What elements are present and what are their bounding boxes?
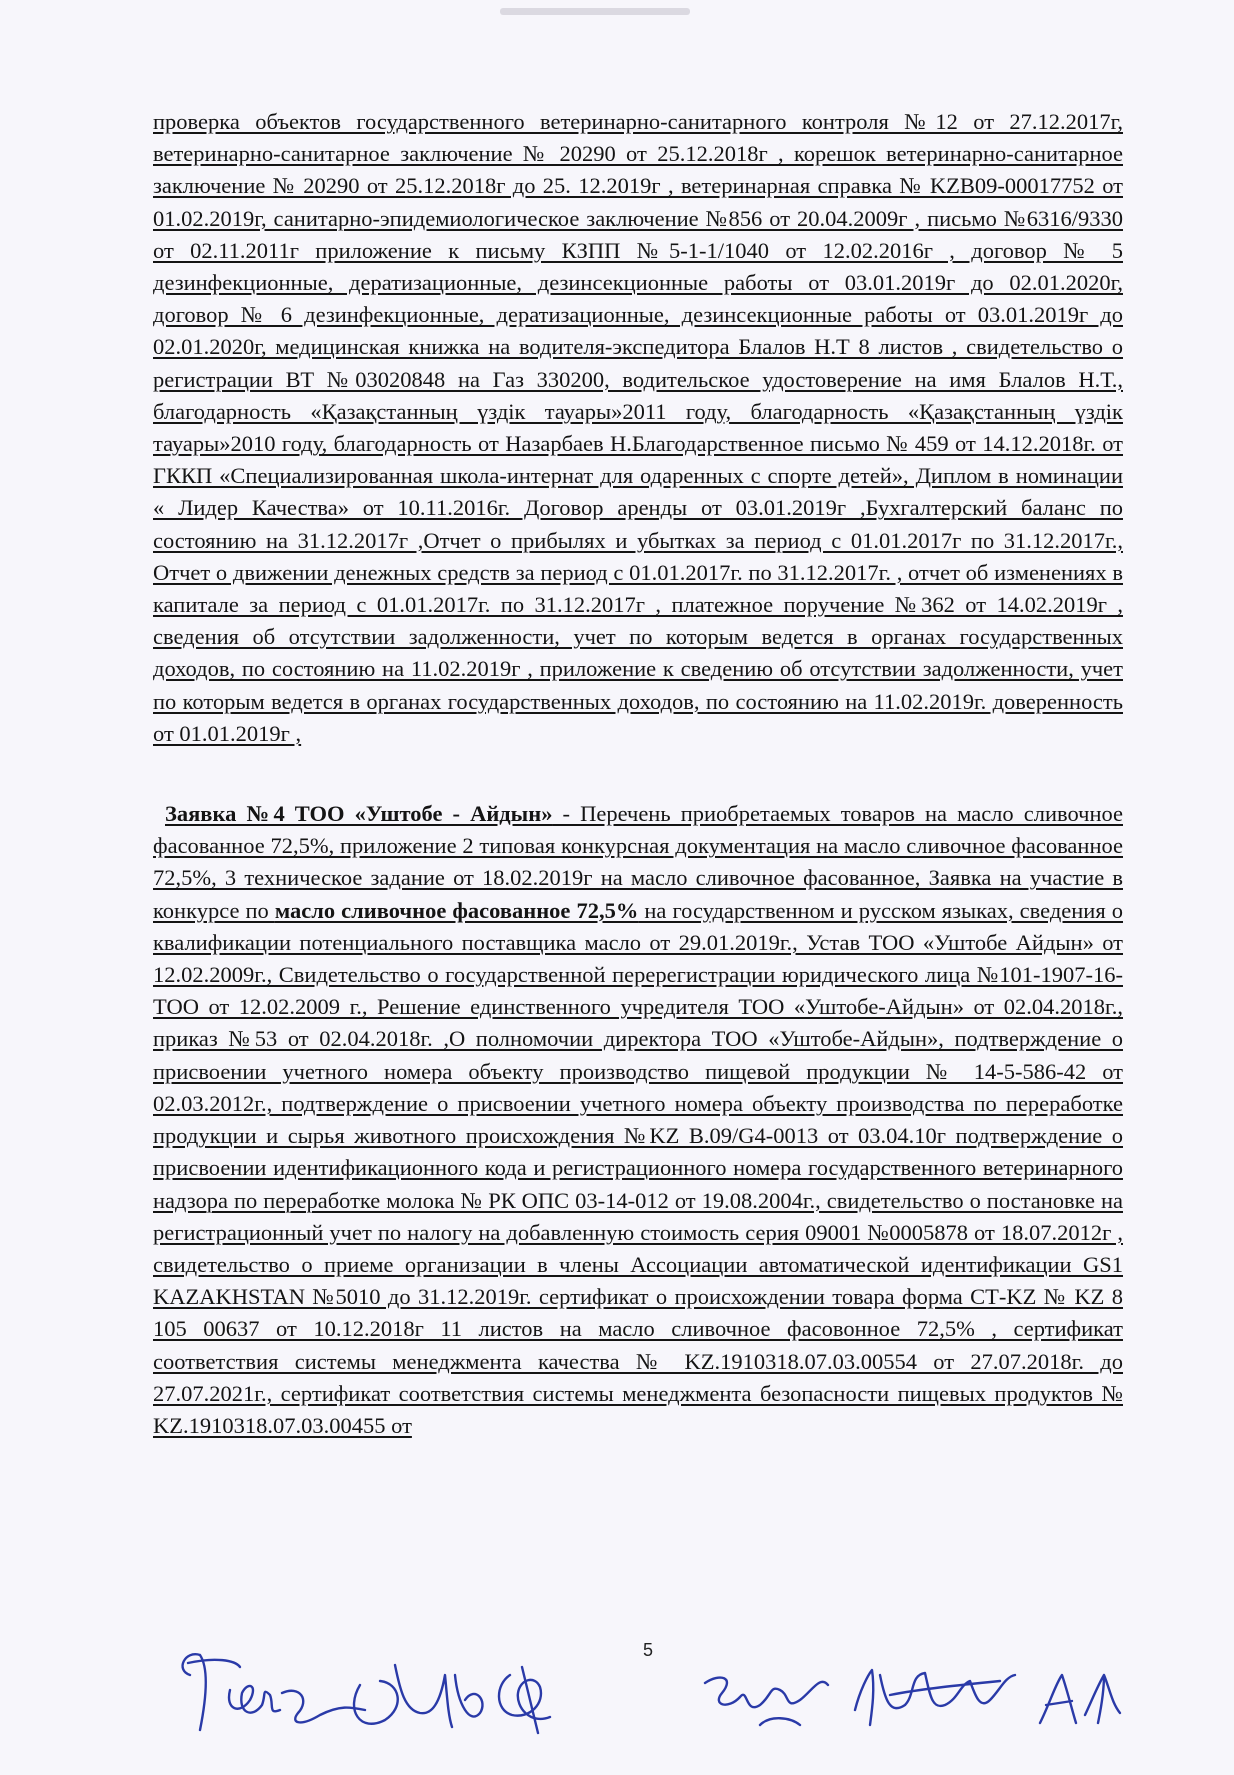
- paragraph-2-text-part1: - Перечень приобретаемых товаров на масло сливочное фасованное 72,5%, приложение 2 типовая конкурсная документация на масло сливочное фасованное 72,5%, 3 техническое задание от 18.02.2019г на масло сливочное фасованное, Заявка на участие в конкурсе по: [153, 801, 1123, 923]
- paragraph-2-bold-product: масло сливочное фасованное 72,5%: [274, 897, 639, 923]
- paragraph-2-text-part2: на государственном и русском языках, сведения о квалификации потенциального поставщика масло от 29.01.2019г., Устав ТОО «Уштобе Айдын» от 12.02.2009г., Свидетельство о государственной перерегистрации юридического лица №101-1907-16-ТОО от 12.02.2009 г., Решение единственного учредителя ТОО «Уштобе-Айдын» от 02.04.2018г., приказ №53 от 02.04.2018г. ,О полномочии директора ТОО «Уштобе-Айдын», подтверждение о присвоении учетного номера объекту производство пищевой продукции № 14-5-586-42 от 02.03.2012г., подтверждение о присвоении учетного номера объекту производства по переработке продукции и сырья животного происхождения №KZ B.09/G4-0013 от 03.04.10г подтверждение о присвоении идентификационного кода и регистрационного номера государственного ветеринарного надзора по переработке молока № РК ОПС 03-14-012 от 19.08.2004г., свидетельство о постановке на регистрационный учет по налогу на добавленную стоимость серия 09001 №0005878 от 18.07.2012г , свидетельство о приеме организации в члены Ассоциации автоматической идентификации GS1 KAZAKHSTAN №5010 до 31.12.2019г. сертификат о происхождении товара форма СТ-KZ № KZ 8 105 00637 от 10.12.2018г 11 листов на масло сливочное фасовонное 72,5% , сертификат соответствия системы менеджмента качества № KZ.1910318.07.03.00554 от 27.07.2018г. до 27.07.2021г., сертификат соответствия системы менеджмента безопасности пищевых продуктов № KZ.1910318.07.03.00455 от: [153, 897, 1123, 1438]
- signature-3: [499, 1667, 550, 1733]
- signature-1: [183, 1654, 365, 1730]
- paragraph-1-text: проверка объектов государственного ветеринарно-санитарного контроля №12 от 27.12.2017г, ветеринарно-санитарное заключение № 20290 от 25.12.2018г , корешок ветеринарно-санитарное заключение № 20290 от 25.12.2018г до 25. 12.2019г , ветеринарная справка № KZB09-00017752 от 01.02.2019г, санитарно-эпидемиологическое заключение №856 от 20.04.2009г , письмо №6316/9330 от 02.11.2011г приложение к письму КЗПП №5-1-1/1040 от 12.02.2016г , договор № 5 дезинфекционные, дератизационные, дезинсекционные работы от 03.01.2019г до 02.01.2020г, договор № 6 дезинфекционные, дератизационные, дезинсекционные работы от 03.01.2019г до 02.01.2020г, медицинская книжка на водителя-экспедитора Блалов Н.Т 8 листов , свидетельство о регистрации ВТ №03020848 на Газ 330200, водительское удостоверение на имя Блалов Н.Т., благодарность «Қазақстанның үздік тауары»2011 году, благодарность «Қазақстанның үздік тауары»2010 году, благодарность от Назарбаев Н.Благодарственное письмо № 459 от 14.12.2018г. от ГККП «Специализированная школа-интернат для одаренных с спорте детей», Диплом в номинации « Лидер Качества» от 10.11.2016г. Договор аренды от 03.01.2019г ,Бухгалтерский баланс по состоянию на 31.12.2017г ,Отчет о прибылях и убытках за период с 01.01.2017г по 31.12.2017г., Отчет о движении денежных средств за период с 01.01.2017г. по 31.12.2017г. , отчет об изменениях в капитале за период с 01.01.2017г. по 31.12.2017г , платежное поручение №362 от 14.02.2019г , сведения об отсутствии задолженности, учет по которым ведется в органах государственных доходов, по состоянию на 11.02.2019г , приложение к сведению об отсутствии задолженности, учет по которым ведется в органах государственных доходов, по состоянию на 11.02.2019г. доверенность от 01.01.2019г ,: [153, 109, 1123, 746]
- signature-5: [855, 1670, 1015, 1725]
- application-heading: Заявка №4 ТОО «Уштобе - Айдын»: [165, 801, 553, 827]
- scan-artifact: [500, 8, 690, 15]
- signature-2: [354, 1665, 482, 1727]
- signature-6: [1040, 1675, 1120, 1723]
- handwritten-signatures: [0, 1615, 1234, 1765]
- document-body: [153, 106, 1123, 1442]
- signature-4: [705, 1678, 828, 1725]
- paragraph-2: [153, 798, 1123, 1442]
- paragraph-1: [153, 106, 1123, 750]
- page-number: 5: [643, 1640, 654, 1660]
